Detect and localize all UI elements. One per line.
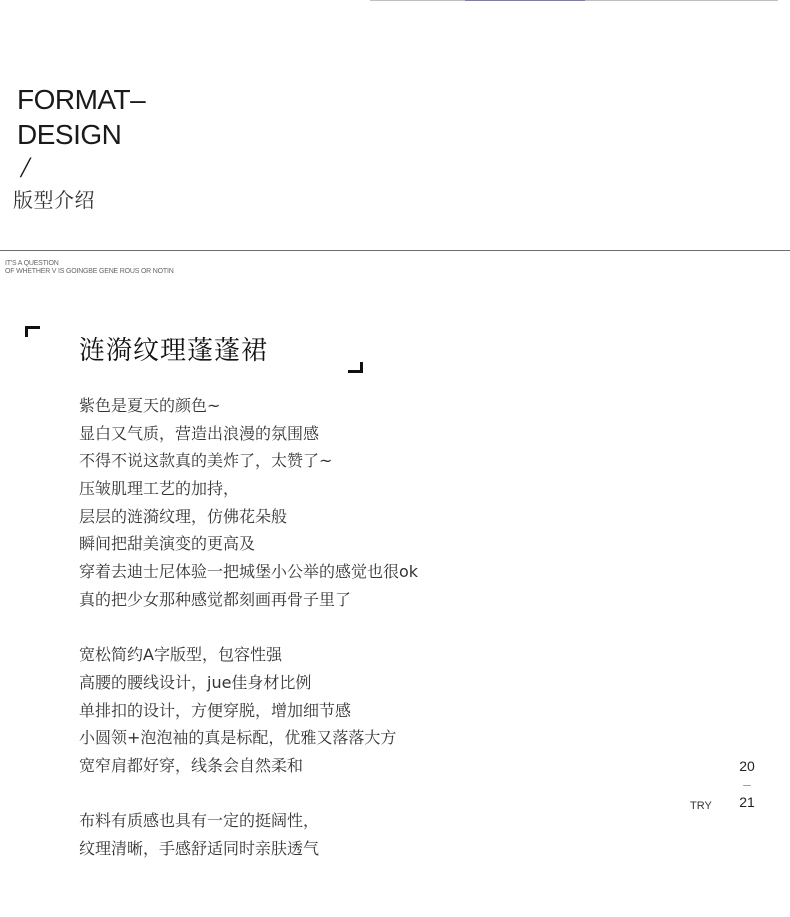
description-paragraph-2 <box>79 641 679 779</box>
try-label: TRY <box>690 800 712 812</box>
close-corner-bracket <box>348 362 363 373</box>
section-subtitle: 版型介绍 <box>13 188 95 212</box>
description-line: 小圆领+泡泡袖的真是标配，优雅又落落大方 <box>79 728 397 748</box>
tagline-line-2: OF WHETHER V IS GOINGBE GENE ROUS OR NOTIN <box>5 268 174 275</box>
description-paragraph-3 <box>79 807 679 862</box>
paragraph-spacer <box>79 614 679 642</box>
description-line: 穿着去迪士尼体验一把城堡小公举的感觉也很ok <box>79 562 419 582</box>
top-edge-accent-line <box>465 0 585 1</box>
section-divider <box>0 250 790 251</box>
heading-line-2: DESIGN <box>17 119 122 150</box>
page-number-bottom: 21 <box>739 794 755 810</box>
description-line: 显白又气质，营造出浪漫的氛围感 <box>79 423 320 443</box>
description-line: 宽窄肩都好穿，线条会自然柔和 <box>79 755 304 775</box>
heading-slash: / <box>21 151 29 184</box>
page-number <box>738 757 756 811</box>
page-number-dash: – <box>743 776 751 792</box>
open-corner-bracket <box>25 326 40 337</box>
description-line: 真的把少女那种感觉都刻画再骨子里了 <box>79 589 352 609</box>
description-line: 层层的涟漪纹理，仿佛花朵般 <box>79 506 288 526</box>
description-line: 单排扣的设计，方便穿脱，增加细节感 <box>79 700 352 720</box>
description-body <box>79 392 679 863</box>
paragraph-spacer <box>79 780 679 808</box>
description-line: 瞬间把甜美演变的更高及 <box>79 534 256 554</box>
tagline <box>5 260 174 276</box>
description-line: 宽松简约A字版型，包容性强 <box>79 645 282 665</box>
description-line: 纹理清晰，手感舒适同时亲肤透气 <box>79 839 320 858</box>
description-line: 不得不说这款真的美炸了，太赞了~ <box>79 451 333 471</box>
tagline-line-1: IT'S A QUESTION <box>5 260 59 267</box>
description-line: 高腰的腰线设计，jue佳身材比例 <box>79 672 312 692</box>
description-paragraph-1 <box>79 392 679 614</box>
description-line: 布料有质感也具有一定的挺阔性， <box>79 811 320 831</box>
description-line: 紫色是夏天的颜色~ <box>79 396 221 415</box>
heading-line-1: FORMAT– <box>17 84 146 115</box>
page-number-top: 20 <box>739 758 755 774</box>
section-heading <box>17 82 145 184</box>
product-title: 涟漪纹理蓬蓬裙 <box>79 336 269 366</box>
description-line: 压皱肌理工艺的加持， <box>79 479 240 499</box>
